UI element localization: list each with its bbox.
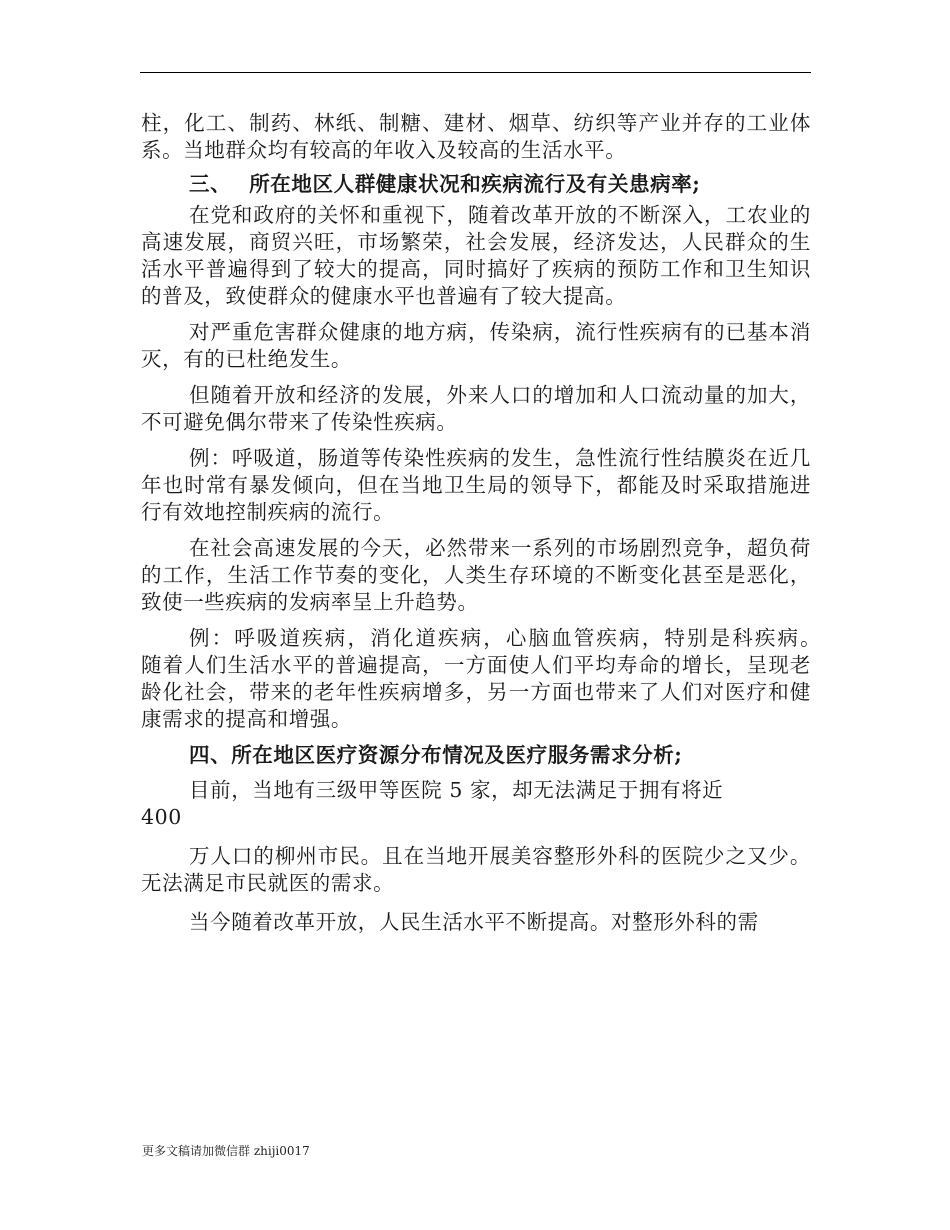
paragraph-endemic-disease: 对严重危害群众健康的地方病，传染病，流行性疾病有的已基本消灭，有的已杜绝发生。 — [141, 320, 811, 371]
header-rule — [140, 72, 811, 73]
paragraph-example-respiratory: 例：呼吸道，肠道等传染性疾病的发生，急性流行性结膜炎在近几年也时常有暴发倾向，但在当地卫生局的领导下，都能及时采取措施进行有效地控制疾病的流行。 — [141, 446, 811, 524]
section-heading-3-text: 所在地区人群健康状况和疾病流行及有关患病率; — [249, 172, 701, 196]
section-heading-3 — [141, 171, 811, 198]
section-heading-4: 四、所在地区医疗资源分布情况及医疗服务需求分析; — [189, 743, 683, 767]
paragraph-hospitals — [141, 777, 811, 831]
paragraph-population: 万人口的柳州市民。且在当地开展美容整形外科的医院少之又少。无法满足市民就医的需求。 — [141, 844, 811, 895]
paragraph-health-improvement: 在党和政府的关怀和重视下，随着改革开放的不断深入，工农业的高速发展，商贸兴旺，市场繁荣，社会发展，经济发达，人民群众的生活水平普遍得到了较大的提高，同时搞好了疾病的预防工作和卫生知识的普及，致使群众的健康水平也普遍有了较大提高。 — [141, 203, 811, 308]
paragraph-example-chronic: 例：呼吸道疾病，消化道疾病，心脑血管疾病，特别是科疾病。 随着人们生活水平的普遍提高，一方面使人们平均寿命的增长，呈现老龄化社会，带来的老年性疾病增多，另一方面也带来了人们对医疗和健康需求的提高和增强。 — [141, 626, 833, 731]
paragraph-social-development: 在社会高速发展的今天，必然带来一系列的市场剧烈竞争，超负荷的工作，生活工作节奏的变化，人类生存环境的不断变化甚至是恶化，致使一些疾病的发病率呈上升趋势。 — [141, 536, 811, 614]
paragraph-industry: 柱，化工、制药、林纸、制糖、建材、烟草、纺织等产业并存的工业体系。当地群众均有较高的年收入及较高的生活水平。 — [141, 111, 811, 162]
footer-note: 更多文稿请加微信群 zhiji0017 — [142, 1144, 310, 1158]
paragraph-demand: 当今随着改革开放，人民生活水平不断提高。对整形外科的需 — [189, 910, 759, 934]
paragraph-infectious-disease: 但随着开放和经济的发展，外来人口的增加和人口流动量的加大，不可避免偶尔带来了传染性疾病。 — [141, 383, 811, 434]
paragraph-hospitals-line1: 目前，当地有三级甲等医院 5 家，却无法满足于拥有将近 — [189, 778, 724, 802]
document-body — [141, 110, 833, 936]
section-heading-3-number: 三、 — [189, 172, 232, 196]
paragraph-hospitals-line2: 400 — [141, 805, 182, 829]
